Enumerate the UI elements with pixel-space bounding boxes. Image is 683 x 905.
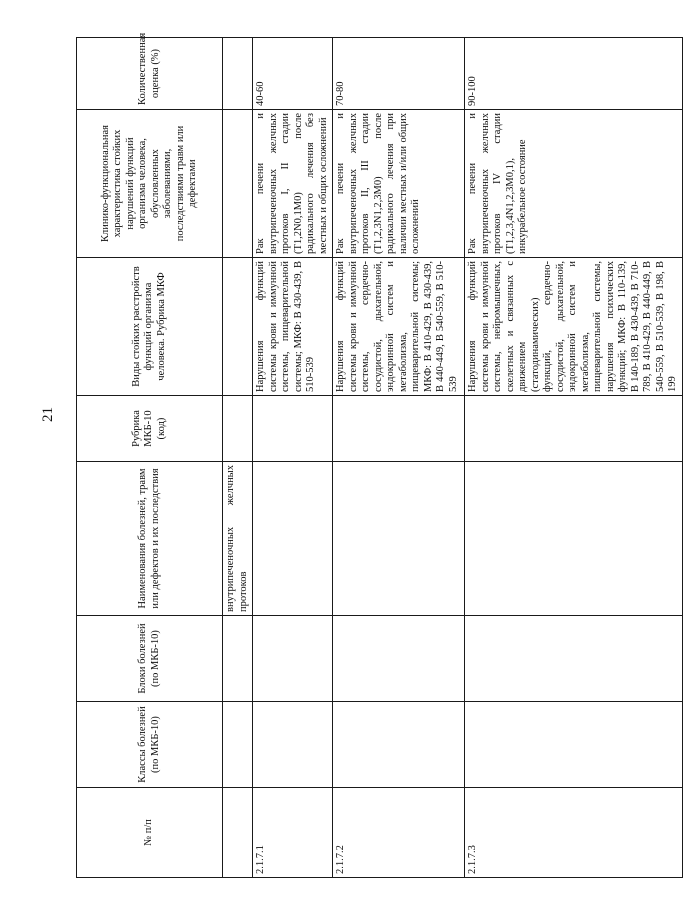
row-num: 2.1.7.1 <box>253 788 333 878</box>
header-score: Количественная оценка (%) <box>77 38 223 110</box>
header-num: № п/п <box>77 788 223 878</box>
row-score: 70-80 <box>333 38 465 110</box>
row-clinical: Рак печени и внутрипеченочных желчных протоков IV стадии (T1,2,3,4N1,2,3M0,1), инкурабельное состояние <box>465 110 683 258</box>
rotated-table-container <box>76 32 678 878</box>
table-row <box>333 38 465 878</box>
row-num: 2.1.7.3 <box>465 788 683 878</box>
row-clinical: Рак печени и внутрипеченочных желчных протоков I, II стадии (T1,2N0,1M0) после радикального лечения без местных и общих осложнений <box>253 110 333 258</box>
continuation-name: внутрипеченочных желчных протоков <box>223 462 253 616</box>
header-types: Виды стойких расстройств функций организма человека. Рубрика МКФ <box>77 258 223 396</box>
table-row <box>465 38 683 878</box>
header-blocks: Блоки болезней (по МКБ-10) <box>77 616 223 702</box>
table-header-row <box>77 38 223 878</box>
page-number: 21 <box>40 407 56 422</box>
header-icd: Рубрика МКБ-10 (код) <box>77 396 223 462</box>
row-score: 40-60 <box>253 38 333 110</box>
disability-criteria-table <box>76 32 683 878</box>
header-classes: Классы болезней (по МКБ-10) <box>77 702 223 788</box>
row-types: Нарушения функций системы крови и иммунной системы, сердечно-сосудистой, дыхательной, эндокринной систем и метаболизма, пищеварительной системы; МКФ: В 410-429, В 430-439, В 440-449, В 540-559, В 510-539 <box>333 258 465 396</box>
row-num: 2.1.7.2 <box>333 788 465 878</box>
row-types: Нарушения функций системы крови и иммунной системы, пищеварительной системы; МКФ: В 430-439, В 510-539 <box>253 258 333 396</box>
continuation-row <box>223 38 253 878</box>
table-row <box>253 38 333 878</box>
row-types: Нарушения функций системы крови и иммунной системы, нейромышечных, скелетных и связанных с движением (статодинамических) функций, сердечно-сосудистой, дыхательной, эндокринной систем и метаболизма, пищеварительной системы, нарушения психических функций; МКФ: В 110-139, В 140-189, В 430-439, В 710-789, В 410-429, В 440-449, В 540-559, В 510-539, В 198, В 199 <box>465 258 683 396</box>
row-score: 90-100 <box>465 38 683 110</box>
row-clinical: Рак печени и внутрипеченочных желчных протоков II, III стадии (T1,2,3N1,2,3M0) после радикального лечения при наличии местных и/или общих осложнений <box>333 110 465 258</box>
header-name: Наименования болезней, травм или дефектов и их последствия <box>77 462 223 616</box>
header-clinical: Клинико-функциональная характеристика стойких нарушений функций организма человека, обусловленных заболеваниями, последствиями травм или дефектами <box>77 110 223 258</box>
